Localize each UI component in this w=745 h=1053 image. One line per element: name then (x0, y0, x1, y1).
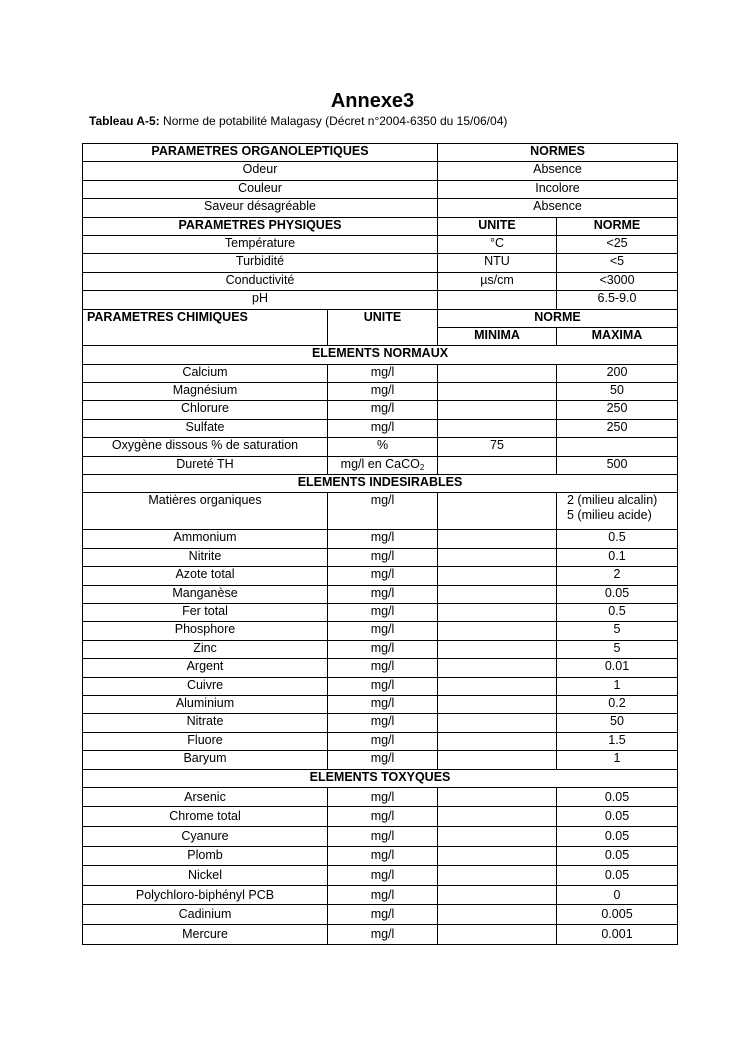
maxima-cell: 0.5 (557, 530, 678, 548)
minima-cell (438, 905, 557, 925)
table-row (83, 603, 678, 621)
maxima-cell: 0.05 (557, 846, 678, 866)
caption-text: Norme de potabilité Malagasy (Décret n°2004-6350 du 15/06/04) (159, 114, 508, 128)
minima-cell (438, 493, 557, 530)
minima-cell: 75 (438, 438, 557, 456)
unit-cell: mg/l (328, 419, 438, 437)
maxima-cell: 50 (557, 383, 678, 401)
minima-header: MINIMA (438, 327, 557, 345)
maxima-cell: 1.5 (557, 732, 678, 750)
unit-cell: mg/l (328, 383, 438, 401)
unit-cell: mg/l (328, 905, 438, 925)
physical-header-row (83, 217, 678, 235)
table-row (83, 751, 678, 769)
organoleptic-row (83, 162, 678, 180)
param-cell: Dureté TH (83, 456, 328, 474)
maxima-cell: 0.01 (557, 659, 678, 677)
table-row (83, 530, 678, 548)
table-row (83, 732, 678, 750)
unit-cell (328, 456, 438, 474)
unit-cell: mg/l (328, 364, 438, 382)
norm-cell: Absence (438, 162, 678, 180)
param-cell: Mercure (83, 925, 328, 945)
unit-cell: mg/l (328, 622, 438, 640)
physical-row (83, 291, 678, 309)
unit-cell (438, 291, 557, 309)
minima-cell (438, 383, 557, 401)
unit-cell: % (328, 438, 438, 456)
chemical-unit-header: UNITE (328, 309, 438, 327)
table-row (83, 419, 678, 437)
maxima-cell: 0 (557, 885, 678, 905)
normal-elements-header: ELEMENTS NORMAUX (83, 346, 678, 364)
norm-cell: <25 (557, 235, 678, 253)
unit-cell: mg/l (328, 640, 438, 658)
norm-cell: 6.5-9.0 (557, 291, 678, 309)
maxima-cell: 0.1 (557, 548, 678, 566)
maxima-cell: 0.05 (557, 866, 678, 886)
norm-cell: Absence (438, 199, 678, 217)
minima-cell (438, 640, 557, 658)
minima-cell (438, 659, 557, 677)
maxima-cell: 0.05 (557, 807, 678, 827)
table-row (83, 905, 678, 925)
param-cell: Azote total (83, 567, 328, 585)
minima-cell (438, 456, 557, 474)
param-cell: Conductivité (83, 272, 438, 290)
param-cell: Arsenic (83, 787, 328, 807)
table-row (83, 714, 678, 732)
maxima-cell: 200 (557, 364, 678, 382)
minima-cell (438, 603, 557, 621)
norm-cell: Incolore (438, 180, 678, 198)
param-cell: Nickel (83, 866, 328, 886)
param-cell: Cadinium (83, 905, 328, 925)
physical-norm-header: NORME (557, 217, 678, 235)
unit-cell: mg/l (328, 603, 438, 621)
norm-cell: <3000 (557, 272, 678, 290)
table-row (83, 695, 678, 713)
table-row (83, 622, 678, 640)
physical-header: PARAMETRES PHYSIQUES (83, 217, 438, 235)
minima-cell (438, 787, 557, 807)
minima-cell (438, 885, 557, 905)
page-title: Annexe3 (330, 90, 415, 112)
param-cell: Turbidité (83, 254, 438, 272)
minima-cell (438, 585, 557, 603)
maxima-cell: 500 (557, 456, 678, 474)
maxima-cell: 0.5 (557, 603, 678, 621)
maxima-cell: 250 (557, 401, 678, 419)
param-cell: Oxygène dissous % de saturation (83, 438, 328, 456)
chemical-subheader-row (83, 327, 678, 345)
unit-cell: mg/l (328, 677, 438, 695)
param-cell: Fer total (83, 603, 328, 621)
table-row (83, 659, 678, 677)
param-cell: Chlorure (83, 401, 328, 419)
minima-cell (438, 866, 557, 886)
unit-cell: mg/l (328, 925, 438, 945)
physical-row (83, 254, 678, 272)
param-cell: Magnésium (83, 383, 328, 401)
chemical-header-row (83, 309, 678, 327)
minima-cell (438, 364, 557, 382)
unit-cell: mg/l (328, 751, 438, 769)
unit-cell: mg/l (328, 807, 438, 827)
undesirable-elements-header: ELEMENTS INDESIRABLES (83, 475, 678, 493)
maxima-cell: 0.05 (557, 827, 678, 847)
unit-cell: mg/l (328, 659, 438, 677)
param-cell: Zinc (83, 640, 328, 658)
organoleptic-row (83, 180, 678, 198)
physical-unit-header: UNITE (438, 217, 557, 235)
minima-cell (438, 419, 557, 437)
table-row (83, 401, 678, 419)
toxic-elements-header: ELEMENTS TOXYQUES (83, 769, 678, 787)
param-cell: Cyanure (83, 827, 328, 847)
minima-cell (438, 714, 557, 732)
param-cell: Température (83, 235, 438, 253)
minima-cell (438, 548, 557, 566)
param-cell: Sulfate (83, 419, 328, 437)
param-cell: Manganèse (83, 585, 328, 603)
maxima-acid: 5 (milieu acide) (567, 508, 652, 523)
unit-cell: mg/l (328, 401, 438, 419)
table-row (83, 925, 678, 945)
unit-cell: mg/l (328, 585, 438, 603)
param-cell: Odeur (83, 162, 438, 180)
table-row (83, 677, 678, 695)
param-cell: Argent (83, 659, 328, 677)
param-cell: Cuivre (83, 677, 328, 695)
param-cell: Chrome total (83, 807, 328, 827)
param-cell: Saveur désagréable (83, 199, 438, 217)
minima-cell (438, 401, 557, 419)
maxima-cell: 2 (557, 567, 678, 585)
minima-cell (438, 827, 557, 847)
maxima-cell: 5 (557, 622, 678, 640)
minima-cell (438, 925, 557, 945)
unit-cell: °C (438, 235, 557, 253)
minima-cell (438, 622, 557, 640)
normal-section-row (83, 346, 678, 364)
table-row (83, 548, 678, 566)
maxima-alkaline: 2 (milieu alcalin) (567, 493, 658, 508)
param-cell: Plomb (83, 846, 328, 866)
maxima-cell (557, 438, 678, 456)
minima-cell (438, 751, 557, 769)
param-cell: Nitrite (83, 548, 328, 566)
chemical-unit-spacer (328, 327, 438, 345)
unit-cell: mg/l (328, 548, 438, 566)
maxima-cell: 250 (557, 419, 678, 437)
organoleptic-row (83, 199, 678, 217)
param-cell: Phosphore (83, 622, 328, 640)
unit-main: mg/l en CaCO (340, 456, 420, 471)
potability-norms-table (82, 143, 678, 945)
table-row (83, 585, 678, 603)
maxima-cell: 1 (557, 677, 678, 695)
table-row (83, 567, 678, 585)
caption-label: Tableau A-5: (89, 114, 160, 128)
unit-cell: mg/l (328, 846, 438, 866)
unit-cell: mg/l (328, 885, 438, 905)
minima-cell (438, 807, 557, 827)
maxima-cell: 0.05 (557, 787, 678, 807)
maxima-header: MAXIMA (557, 327, 678, 345)
maxima-cell: 50 (557, 714, 678, 732)
undesirable-section-row (83, 475, 678, 493)
table-row (83, 846, 678, 866)
maxima-cell: 0.05 (557, 585, 678, 603)
unit-cell: NTU (438, 254, 557, 272)
param-cell: Fluore (83, 732, 328, 750)
table-row (83, 383, 678, 401)
unit-subscript: 2 (419, 462, 425, 472)
unit-cell: mg/l (328, 732, 438, 750)
maxima-cell: 0.005 (557, 905, 678, 925)
unit-cell: mg/l (328, 695, 438, 713)
organoleptic-header: PARAMETRES ORGANOLEPTIQUES (83, 144, 438, 162)
minima-cell (438, 677, 557, 695)
param-cell: Calcium (83, 364, 328, 382)
organic-matter-row (83, 493, 678, 530)
minima-cell (438, 567, 557, 585)
table-row (83, 438, 678, 456)
param-cell: Aluminium (83, 695, 328, 713)
minima-cell (438, 695, 557, 713)
unit-cell: mg/l (328, 493, 438, 530)
param-cell: Couleur (83, 180, 438, 198)
organoleptic-header-row (83, 144, 678, 162)
maxima-cell: 0.001 (557, 925, 678, 945)
unit-cell: mg/l (328, 567, 438, 585)
minima-cell (438, 530, 557, 548)
table-row (83, 866, 678, 886)
unit-cell: mg/l (328, 530, 438, 548)
physical-row (83, 235, 678, 253)
param-cell: Polychloro-biphényl PCB (83, 885, 328, 905)
norms-header: NORMES (438, 144, 678, 162)
table-row (83, 827, 678, 847)
param-cell: Nitrate (83, 714, 328, 732)
maxima-cell: 5 (557, 640, 678, 658)
physical-row (83, 272, 678, 290)
table-row (83, 456, 678, 474)
table-caption (89, 113, 507, 129)
minima-cell (438, 846, 557, 866)
table-row (83, 364, 678, 382)
table-row (83, 787, 678, 807)
norm-cell: <5 (557, 254, 678, 272)
maxima-cell: 0.2 (557, 695, 678, 713)
table-row (83, 885, 678, 905)
unit-cell: µs/cm (438, 272, 557, 290)
param-cell: pH (83, 291, 438, 309)
unit-cell: mg/l (328, 787, 438, 807)
chemical-header: PARAMETRES CHIMIQUES (83, 309, 328, 327)
maxima-cell: 1 (557, 751, 678, 769)
minima-cell (438, 732, 557, 750)
table-row (83, 640, 678, 658)
chemical-norm-header: NORME (438, 309, 678, 327)
param-cell: Baryum (83, 751, 328, 769)
unit-cell: mg/l (328, 714, 438, 732)
param-cell: Matières organiques (83, 493, 328, 530)
unit-cell: mg/l (328, 866, 438, 886)
param-cell: Ammonium (83, 530, 328, 548)
toxic-section-row (83, 769, 678, 787)
table-row (83, 807, 678, 827)
chemical-header-spacer (83, 327, 328, 345)
maxima-cell (557, 493, 678, 530)
unit-cell: mg/l (328, 827, 438, 847)
